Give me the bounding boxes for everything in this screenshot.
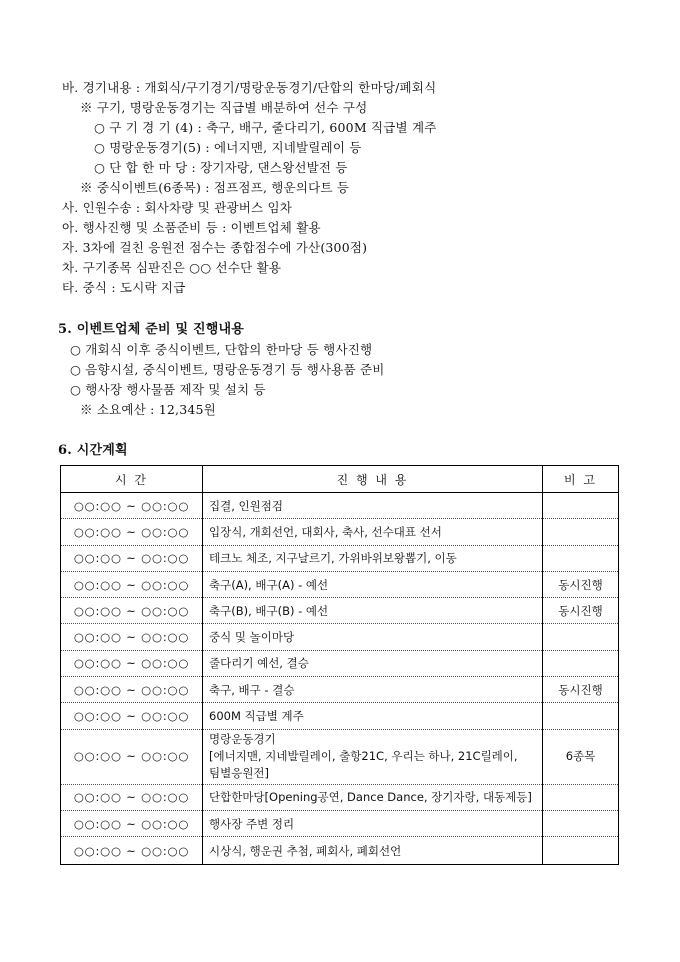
- row-content: 행사장 주변 정리: [203, 810, 543, 836]
- row-note: 6종목: [543, 729, 619, 784]
- row-time: ○○:○○ ~ ○○:○○: [61, 810, 203, 836]
- row-content: 단합한마당[Opening공연, Dance Dance, 장기자랑, 대동제등]: [203, 784, 543, 810]
- table-row: [61, 837, 619, 865]
- item-ba-sub2: ○ 명랑운동경기(5) : 에너지맨, 지네발릴레이 등: [94, 140, 362, 155]
- row-note: [543, 784, 619, 810]
- item-ba: 바. 경기내용 : 개회식/구기경기/명랑운동경기/단합의 한마당/폐회식: [62, 80, 437, 95]
- row-content: 600M 직급별 계주: [203, 703, 543, 729]
- row-note: 동시진행: [543, 677, 619, 703]
- row-note: [543, 545, 619, 571]
- header-content: 진 행 내 용: [203, 466, 543, 493]
- row-time: ○○:○○ ~ ○○:○○: [61, 624, 203, 650]
- row-content: 축구(B), 배구(B) - 예선: [203, 598, 543, 624]
- table-row: [61, 493, 619, 519]
- section5-title: 5. 이벤트업체 준비 및 진행내용: [58, 322, 244, 337]
- row-note: [543, 650, 619, 676]
- item-ba-sub1: ○ 구 기 경 기 (4) : 축구, 배구, 줄다리기, 600M 직급별 계주: [94, 120, 437, 135]
- row-content: 집결, 인원점검: [203, 493, 543, 519]
- row-content: 중식 및 놀이마당: [203, 624, 543, 650]
- table-row: [61, 729, 619, 784]
- section5-item: ○ 음향시설, 중식이벤트, 명랑운동경기 등 행사용품 준비: [70, 362, 385, 377]
- row-time: ○○:○○ ~ ○○:○○: [61, 677, 203, 703]
- table-row: [61, 703, 619, 729]
- item-ba-note: ※ 구기, 명랑운동경기는 직급별 배분하여 선수 구성: [80, 100, 368, 115]
- section5-item: ○ 개회식 이후 중식이벤트, 단합의 한마당 등 행사진행: [70, 342, 373, 357]
- row-time: ○○:○○ ~ ○○:○○: [61, 493, 203, 519]
- table-row: [61, 571, 619, 597]
- row-content: 줄다리기 예선, 결승: [203, 650, 543, 676]
- item-ba-sub3: ○ 단 합 한 마 당 : 장기자랑, 댄스왕선발전 등: [94, 160, 348, 175]
- row-time: ○○:○○ ~ ○○:○○: [61, 571, 203, 597]
- row-content: 시상식, 행운권 추첨, 폐회사, 폐회선언: [203, 837, 543, 865]
- schedule-table: [60, 465, 619, 865]
- section5-item: ○ 행사장 행사물품 제작 및 설치 등: [70, 382, 266, 397]
- row-time: ○○:○○ ~ ○○:○○: [61, 784, 203, 810]
- item-ja: 자. 3차에 걸친 응원전 점수는 종합점수에 가산(300점): [62, 240, 368, 255]
- item-a: 아. 행사진행 및 소품준비 등 : 이벤트업체 활용: [62, 220, 321, 235]
- table-row: [61, 624, 619, 650]
- table-row: [61, 677, 619, 703]
- row-content: 축구, 배구 - 결승: [203, 677, 543, 703]
- table-header-row: [61, 466, 619, 493]
- row-time: ○○:○○ ~ ○○:○○: [61, 703, 203, 729]
- section5-budget: ※ 소요예산 : 12,345원: [80, 402, 216, 417]
- row-time: ○○:○○ ~ ○○:○○: [61, 650, 203, 676]
- table-row: [61, 784, 619, 810]
- item-ba-note2: ※ 중식이벤트(6종목) : 점프점프, 행운의다트 등: [80, 180, 350, 195]
- row-note: 동시진행: [543, 598, 619, 624]
- table-row: [61, 810, 619, 836]
- table-row: [61, 650, 619, 676]
- table-row: [61, 598, 619, 624]
- row-time: ○○:○○ ~ ○○:○○: [61, 837, 203, 865]
- table-row: [61, 519, 619, 545]
- row-content: 입장식, 개회선언, 대회사, 축사, 선수대표 선서: [203, 519, 543, 545]
- row-note: [543, 519, 619, 545]
- item-ta: 타. 중식 : 도시락 지급: [62, 280, 186, 295]
- row-note: [543, 810, 619, 836]
- row-time: ○○:○○ ~ ○○:○○: [61, 729, 203, 784]
- header-time: 시 간: [61, 466, 203, 493]
- row-note: [543, 837, 619, 865]
- item-cha: 차. 구기종목 심판진은 ○○ 선수단 활용: [62, 260, 282, 275]
- row-content: 명랑운동경기 [에너지맨, 지네발릴레이, 출항21C, 우리는 하나, 21C릴레이, 팀별응원전]: [203, 729, 543, 784]
- row-note: [543, 703, 619, 729]
- row-content: 테크노 체조, 지구날르기, 가위바위보왕뽑기, 이동: [203, 545, 543, 571]
- row-content: 축구(A), 배구(A) - 예선: [203, 571, 543, 597]
- section6-title: 6. 시간계획: [58, 443, 128, 458]
- row-time: ○○:○○ ~ ○○:○○: [61, 519, 203, 545]
- table-row: [61, 545, 619, 571]
- row-note: 동시진행: [543, 571, 619, 597]
- row-note: [543, 493, 619, 519]
- item-sa: 사. 인원수송 : 회사차량 및 관광버스 임차: [62, 200, 293, 215]
- row-time: ○○:○○ ~ ○○:○○: [61, 598, 203, 624]
- row-time: ○○:○○ ~ ○○:○○: [61, 545, 203, 571]
- row-note: [543, 624, 619, 650]
- header-note: 비 고: [543, 466, 619, 493]
